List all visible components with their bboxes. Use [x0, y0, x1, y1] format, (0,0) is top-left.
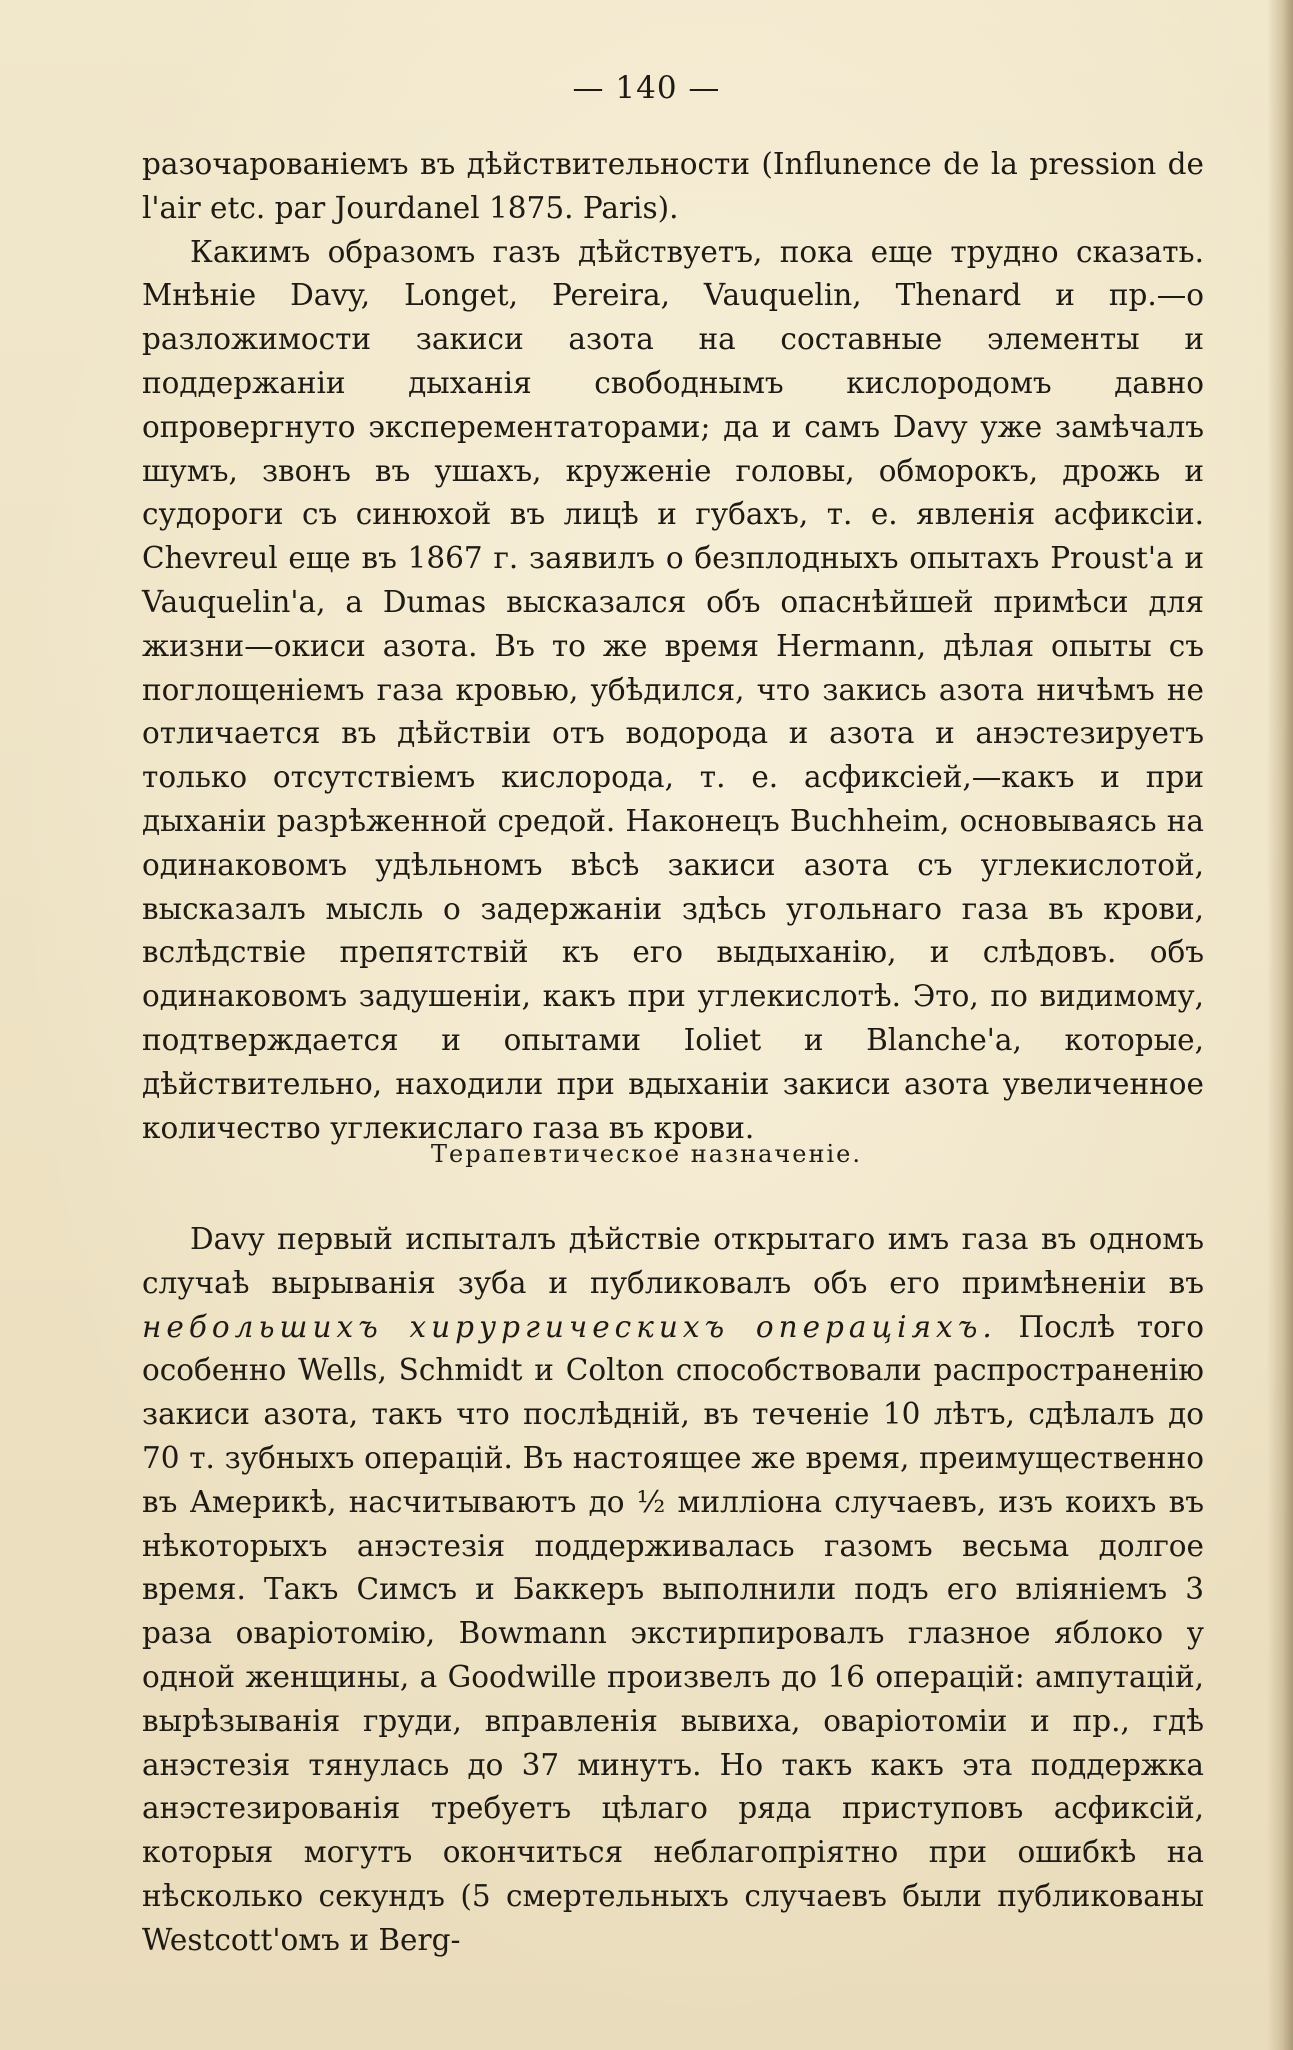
paragraph-text-start: Davy первый испыталъ дѣйствie открытаго имъ газа въ одномъ случаѣ вырыванiя зуба и публиковалъ объ его примѣненiи въ — [142, 1222, 1204, 1300]
section-heading: Терапевтическое назначенie. — [431, 1140, 862, 1168]
page-number: — 140 — — [572, 70, 721, 106]
text-block-top — [142, 143, 1204, 1150]
paragraph-therapeutic-use — [142, 1218, 1204, 1963]
paragraph-gas-action: Какимъ образомъ газъ дѣйствуетъ, пока еще трудно сказать. Мнѣнie Davy, Longet, Pereira, Vauquelin, Thenard и пр.—о разложимости закиси азота на составные элементы и поддержанiи дыханiя свободнымъ кислородомъ давно опровергнуто эксперементаторами; да и самъ Davy уже замѣчалъ шумъ, звонъ въ ушахъ, круженie головы, обморокъ, дрожь и судороги съ синюхой въ лицѣ и губахъ, т. е. явленiя асфиксiи. Chevreul еще въ 1867 г. заявилъ о безплодныхъ опытахъ Proust'а и Vauquelin'а, а Dumas высказался объ опаснѣйшей примѣси для жизни—окиси азота. Въ то же время Hermann, дѣлая опыты съ поглощенiемъ газа кровью, убѣдился, что закись азота ничѣмъ не отличается въ дѣйствiи отъ водорода и азота и анэстезируетъ только отсутствiемъ кислорода, т. е. асфиксiей,—какъ и при дыханiи разрѣженной средой. Наконецъ Buchheim, основываясь на одинаковомъ удѣльномъ вѣсѣ закиси азота съ углекислотой, высказалъ мысль о задержанiи здѣсь угольнаго газа въ крови, вслѣдствie препятствiй къ его выдыханiю, и слѣдовъ. объ одинаковомъ задушенiи, какъ при углекислотѣ. Это, по видимому, подтверждается и опытами Ioliet и Blanche'а, которые, дѣйствительно, находили при вдыханiи закиси азота увеличенное количество углекислаго газа въ крови. — [142, 234, 1204, 1145]
page-edge-shadow — [1267, 0, 1293, 2050]
text-block-bottom — [142, 1218, 1204, 1963]
paragraph-text-end: Послѣ того особенно Wells, Schmidt и Colton способствовали распространенiю закиси азота, такъ что послѣднiй, въ теченie 10 лѣтъ, сдѣлалъ до 70 т. зубныхъ операцiй. Въ настоящее же время, преимущественно въ Америкѣ, насчитываютъ до ½ миллiона случаевъ, изъ коихъ въ нѣкоторыхъ анэстезiя поддерживалась газомъ весьма долгое время. Такъ Симсъ и Баккеръ выполнили подъ его влiянiемъ 3 раза оварiотомiю, Bowmann экстирпировалъ глазное яблоко у одной женщины, а Goodwille произвелъ до 16 операцiй: ампутацiй, вырѣзыванiя груди, вправленiя вывиха, оварiотомiи и пр., гдѣ анэстезiя тянулась до 37 минутъ. Но такъ какъ эта поддержка анэстезированiя требуетъ цѣлаго ряда приступовъ асфиксiй, которыя могутъ окончиться неблагопрiятно при ошибкѣ на нѣсколько секундъ (5 смертельныхъ случаевъ были публикованы Westcott'омъ и Berg- — [142, 1309, 1204, 1957]
paragraph-continuation: разочарованiемъ въ дѣйствительности (Influnence de la pression de l'air etc. par Jourdanel 1875. Paris). — [142, 147, 1204, 225]
spaced-emphasis: небольшихъ хирургическихъ операцiяхъ. — [142, 1309, 997, 1344]
